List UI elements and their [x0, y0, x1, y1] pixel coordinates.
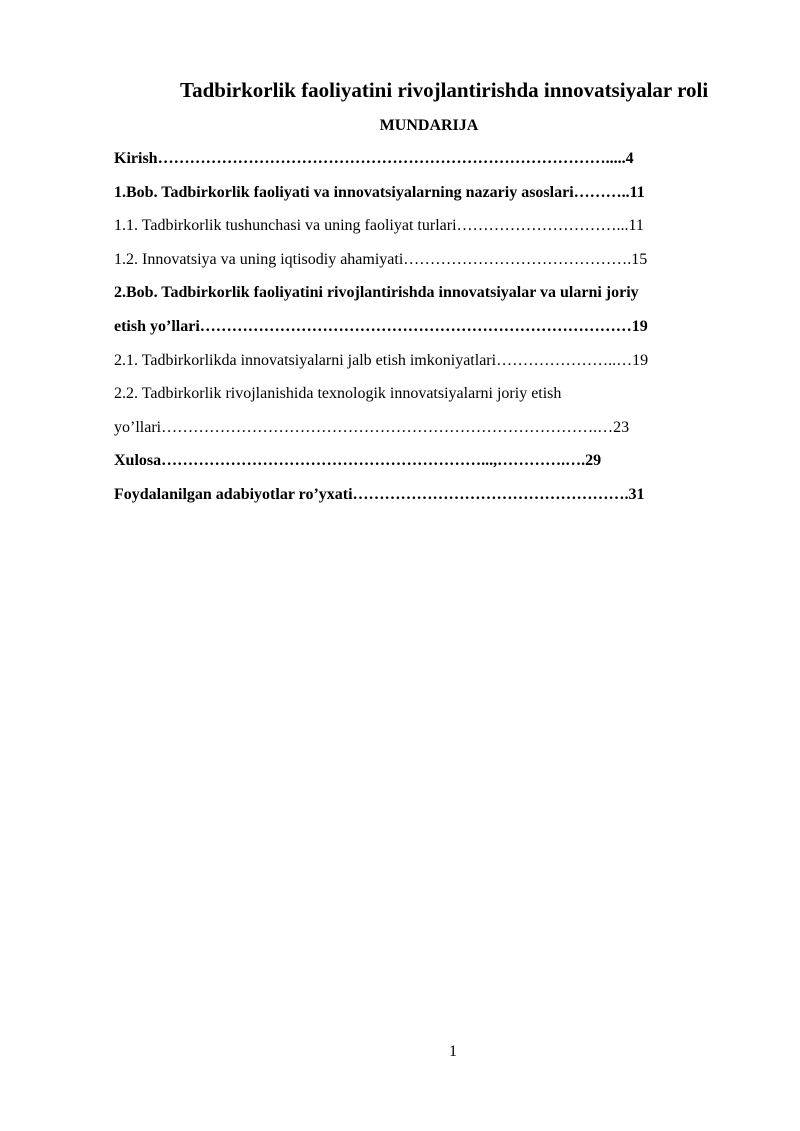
- toc-entry-section-1-1: 1.1. Tadbirkorlik tushunchasi va uning faoliyat turlari…………………………...11: [114, 217, 644, 235]
- toc-entry-section-1-2: 1.2. Innovatsiya va uning iqtisodiy ahamiyati…………………………………….15: [114, 250, 648, 268]
- table-of-contents: [114, 145, 742, 515]
- toc-entry-references: Foydalanilgan adabiyotlar ro’yxati…………………………………………….31: [114, 485, 645, 503]
- toc-entry-section-2-2-line-1: 2.2. Tadbirkorlik rivojlanishida texnologik innovatsiyalarni joriy etish: [114, 385, 562, 403]
- toc-entry-kirish: Kirish………………………………………………………………………….....4: [114, 150, 634, 167]
- toc-entry-chapter-2-line-1: 2.Bob. Tadbirkorlik faoliyatini rivojlantirishda innovatsiyalar va ularni joriy: [114, 284, 639, 302]
- toc-entry-chapter-2-line-2: etish yo’llari………………………………………………………………………19: [114, 317, 648, 335]
- toc-entry-xulosa: Xulosa……………………………………………………...,………….….29: [114, 452, 602, 470]
- toc-entry-section-2-2-line-2: yo’llari……………………………………………………………………….…23: [114, 418, 630, 436]
- page-number: 1: [449, 1043, 457, 1060]
- toc-entry-chapter-1: 1.Bob. Tadbirkorlik faoliyati va innovatsiyalarning nazariy asoslari………..11: [114, 183, 645, 201]
- document-title: Tadbirkorlik faoliyatini rivojlantirishda innovatsiyalar roli: [180, 78, 709, 102]
- toc-heading: MUNDARIJA: [379, 117, 479, 134]
- toc-entry-section-2-1: 2.1. Tadbirkorlikda innovatsiyalarni jalb etish imkoniyatlari…………………..…19: [114, 351, 649, 369]
